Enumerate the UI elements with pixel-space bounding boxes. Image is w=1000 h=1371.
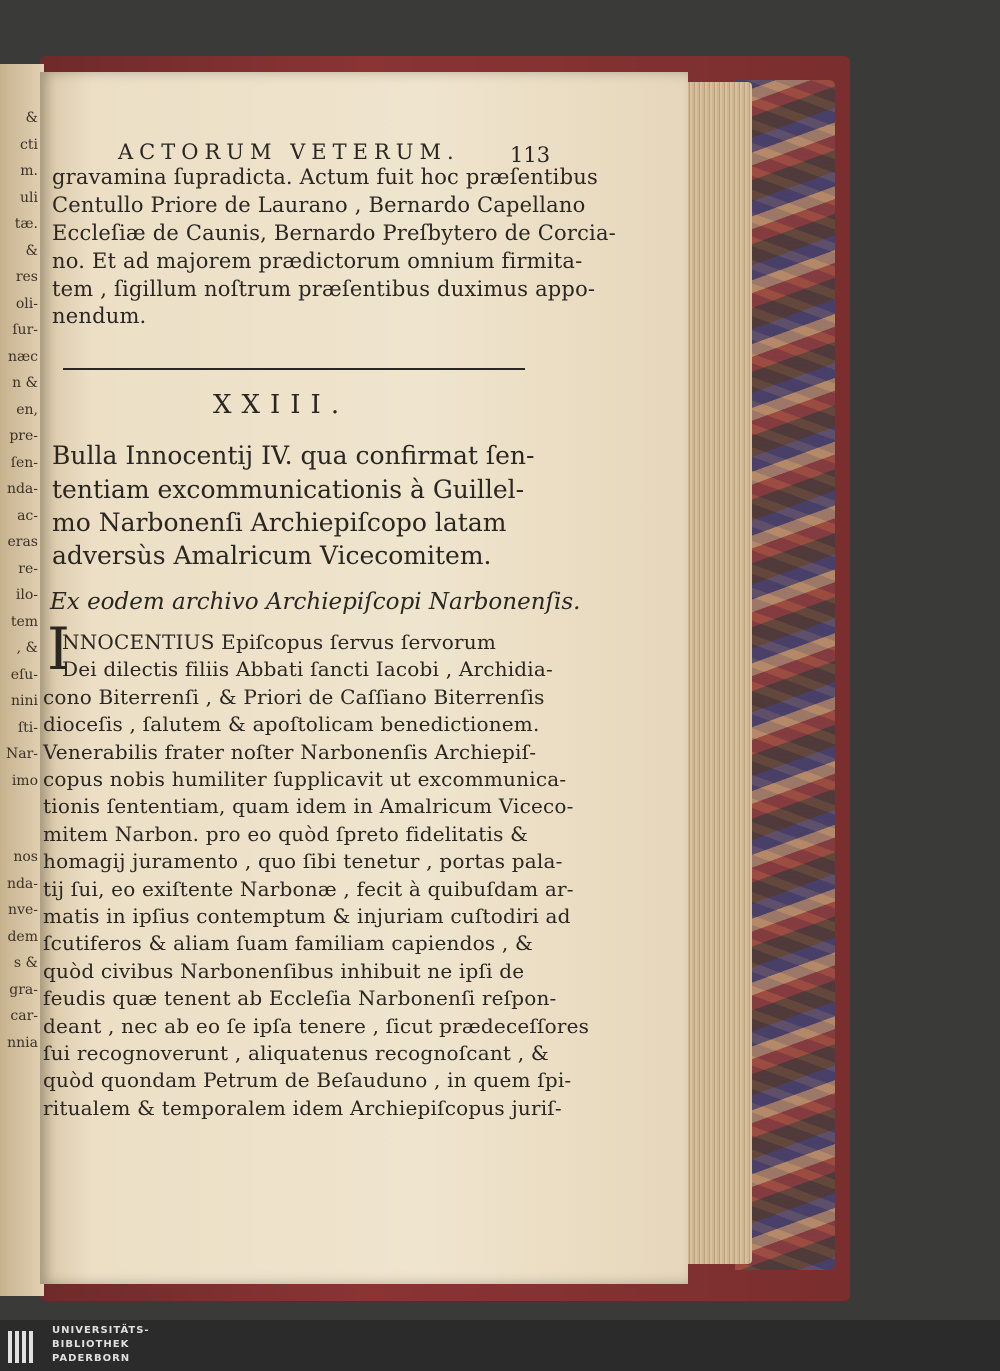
left-page-fragment: nnia	[7, 1034, 38, 1051]
left-page-fragment: m.	[20, 163, 38, 179]
left-page-fragment: tæ.	[14, 216, 38, 232]
left-page-fragment: ſti-	[17, 719, 38, 736]
body-text-line: tionis ſententiam, quam idem in Amalricum Viceco-	[43, 794, 574, 819]
left-page-fragment: nda-	[6, 481, 38, 497]
left-page-fragment: en,	[16, 401, 38, 418]
intro-line: no. Et ad majorem prædictorum omnium firmita-	[52, 249, 583, 273]
body-text-line: tij ſui, eo exiſtente Narbonæ , fecit à quibuſdam ar-	[43, 876, 574, 901]
left-page-fragment: ac-	[17, 507, 38, 524]
left-page-fragment: imo	[11, 772, 38, 789]
left-page-fragment: Nar-	[5, 746, 38, 762]
left-page-fragment: &	[25, 110, 38, 126]
body-text-line: matis in ipſius contemptum & injuriam cuſtodiri ad	[43, 904, 571, 928]
left-page-fragment: nda-	[6, 875, 38, 892]
section-title-line: mo Narbonenſi Archiepiſcopo latam	[52, 508, 507, 537]
left-page-fragment: næc	[7, 348, 38, 365]
page-block-edges	[682, 82, 752, 1264]
left-facing-page	[0, 64, 44, 1296]
body-text-line: cono Biterrenſi , & Priori de Caſſiano Biterrenſis	[43, 684, 545, 709]
body-text-line: ſcutiferos & aliam ſuam familiam capiendos , &	[43, 931, 533, 956]
intro-line: Centullo Priore de Laurano , Bernardo Capellano	[52, 193, 586, 217]
page-number: 113	[510, 143, 551, 167]
body-text-line: Venerabilis frater noſter Narbonenſis Archiepiſ-	[43, 739, 537, 764]
left-page-fragment: n &	[12, 375, 38, 391]
body-text-line: quòd civibus Narbonenſibus inhibuit ne ipſi de	[43, 958, 525, 983]
left-page-fragment: res	[15, 269, 38, 285]
section-divider	[63, 368, 525, 370]
library-logo-icon	[8, 1331, 36, 1363]
left-page-fragment: eras	[7, 534, 38, 550]
left-page-fragment: uli	[20, 189, 38, 206]
left-page-fragment: car-	[10, 1008, 38, 1024]
body-text-line: feudis quæ tenent ab Eccleſia Narbonenſi reſpon-	[43, 986, 557, 1011]
left-page-fragment: re-	[18, 560, 38, 577]
intro-line: gravamina ſupradicta. Actum fuit hoc præſentibus	[52, 165, 598, 189]
library-name-line: PADERBORN	[52, 1353, 131, 1364]
left-page-fragment: ſur-	[12, 322, 38, 338]
intro-line: nendum.	[52, 304, 147, 328]
body-text-line: NNOCENTIUS Epiſcopus ſervus ſervorum	[62, 630, 497, 654]
footer-bar	[0, 1320, 1000, 1371]
body-text-line: mitem Narbon. pro eo quòd ſpreto fidelitatis &	[43, 821, 529, 846]
left-page-fragment: &	[25, 242, 38, 259]
intro-line: Eccleſiæ de Caunis, Bernardo Preſbytero de Corcia-	[52, 221, 616, 245]
left-page-fragment: pre-	[9, 428, 38, 444]
left-page-fragment: tem	[10, 613, 38, 630]
body-text-line: ritualem & temporalem idem Archiepiſcopus juriſ-	[43, 1095, 562, 1120]
body-text-line: quòd quondam Petrum de Beſauduno , in quem ſpi-	[43, 1068, 572, 1093]
running-header: ACTORUM VETERUM.	[118, 140, 460, 164]
library-name-line: BIBLIOTHEK	[52, 1339, 130, 1350]
body-text-line: copus nobis humiliter ſupplicavit ut excommunica-	[43, 767, 567, 791]
section-title-line: adversùs Amalricum Vicecomitem.	[52, 541, 492, 570]
drop-initial: I	[47, 615, 70, 683]
body-text-line: ſui recognoverunt , aliquatenus recognoſcant , &	[43, 1041, 549, 1065]
body-text-line: dioceſis , ſalutem & apoſtolicam benedictionem.	[43, 712, 540, 737]
body-text-line: Dei dilectis filiis Abbati ſancti Iacobi , Archidia-	[62, 657, 553, 682]
left-page-fragment: eſu-	[10, 666, 38, 683]
section-title-line: Bulla Innocentij IV. qua confirmat ſen-	[52, 441, 535, 470]
intro-line: tem , ſigillum noſtrum præſentibus duximus appo-	[52, 277, 596, 301]
left-page-fragment: s &	[13, 955, 38, 971]
section-number: XXIII.	[213, 390, 350, 420]
left-page-fragment: oli-	[15, 295, 38, 312]
left-page-fragment: ſen-	[10, 454, 38, 471]
left-page-fragment: gra-	[9, 981, 38, 998]
left-page-fragment: nve-	[8, 902, 38, 918]
body-text-line: homagij juramento , quo ſibi tenetur , portas pala-	[43, 849, 563, 874]
left-page-fragment: nini	[11, 693, 38, 709]
library-name-line: UNIVERSITÄTS-	[52, 1325, 150, 1336]
left-page-fragment: dem	[7, 928, 38, 945]
left-page-fragment: cti	[20, 136, 38, 153]
left-page-fragment: nos	[13, 849, 38, 865]
left-page-fragment: , &	[16, 640, 38, 656]
source-note: Ex eodem archivo Archiepiſcopi Narbonenſis.	[50, 589, 581, 615]
section-title-line: tentiam excommunicationis à Guillel-	[52, 475, 525, 504]
body-text-line: deant , nec ab eo ſe ipſa tenere , ſicut prædeceſſores	[43, 1013, 590, 1038]
left-page-fragment: ilo-	[15, 587, 38, 603]
